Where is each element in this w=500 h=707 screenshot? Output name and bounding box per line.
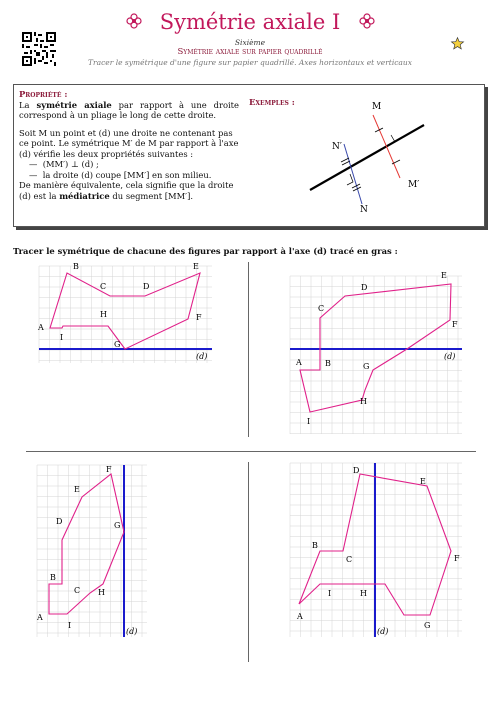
label-f: F bbox=[452, 320, 458, 329]
segment-nn bbox=[344, 144, 362, 204]
axis-label: (d) bbox=[377, 627, 389, 636]
label-e: E bbox=[420, 477, 426, 486]
label-c: C bbox=[100, 282, 107, 291]
label-d: D bbox=[353, 466, 360, 475]
axis-label: (d) bbox=[196, 352, 208, 361]
label-g: G bbox=[114, 340, 121, 349]
label-b: B bbox=[312, 541, 318, 550]
label-g: G bbox=[114, 521, 121, 530]
label-a: A bbox=[297, 612, 303, 621]
label-d: D bbox=[143, 282, 150, 291]
label-b: B bbox=[325, 359, 331, 368]
star-icon bbox=[451, 37, 464, 50]
level-label: Sixième bbox=[234, 38, 266, 47]
label-i: I bbox=[60, 333, 64, 342]
subtitle: Symétrie axiale sur papier quadrillé bbox=[177, 47, 323, 57]
tick-mark bbox=[342, 161, 350, 165]
separator bbox=[26, 451, 476, 452]
label-f: F bbox=[106, 465, 112, 474]
label-e: E bbox=[74, 485, 80, 494]
property-paragraph-2: Soit M un point et (d) une droite ne contenant pas ce point. Le symétrique M′ de M par rapport à l'axe (d) vérifie les deux propriétés suivantes : bbox=[19, 127, 239, 159]
label-i: I bbox=[307, 417, 311, 426]
label-f: F bbox=[196, 313, 202, 322]
label-h: H bbox=[100, 310, 107, 319]
separator bbox=[248, 262, 249, 437]
page-title: Symétrie axiale I bbox=[159, 10, 341, 34]
example-diagram bbox=[300, 100, 450, 220]
property-item-2: — la droite (d) coupe [MM′] en son milieu. bbox=[29, 169, 212, 180]
property-text bbox=[19, 89, 239, 201]
property-item-1: — (MM′) ⊥ (d) ; bbox=[29, 159, 99, 169]
label-b: B bbox=[73, 262, 79, 271]
label-d: D bbox=[56, 517, 63, 526]
label-c: C bbox=[318, 304, 325, 313]
description: Tracer le symétrique d'une figure sur papier quadrillé. Axes horizontaux et verticaux bbox=[88, 58, 412, 67]
qr-code bbox=[22, 32, 56, 66]
label-h: H bbox=[360, 589, 367, 598]
label-a: A bbox=[296, 358, 302, 367]
label-n: N bbox=[360, 205, 368, 215]
label-g: G bbox=[424, 621, 431, 630]
segment-mm bbox=[373, 115, 400, 178]
right-angle-mark bbox=[347, 174, 353, 185]
figure-1 bbox=[38, 262, 212, 363]
label-c: C bbox=[346, 555, 353, 564]
axis-label: (d) bbox=[444, 352, 456, 361]
property-paragraph-1: La symétrie axiale par rapport à une droite correspond à un pliage le long de cette droite. bbox=[19, 99, 239, 120]
example-heading: Exemples : bbox=[249, 97, 295, 107]
label-e: E bbox=[193, 262, 199, 271]
flower-icon bbox=[358, 12, 376, 30]
label-c: C bbox=[74, 586, 81, 595]
property-paragraph-3: De manière équivalente, cela signifie que la droite (d) est la médiatrice du segment [MM′]. bbox=[19, 180, 234, 201]
label-e: E bbox=[441, 271, 447, 280]
figure-polygon bbox=[50, 273, 200, 349]
figure-3 bbox=[37, 465, 147, 637]
example-axis bbox=[310, 125, 424, 190]
figure-polygon bbox=[49, 474, 124, 614]
label-a: A bbox=[38, 323, 44, 332]
label-d: D bbox=[361, 283, 368, 292]
label-f: F bbox=[454, 554, 460, 563]
instruction: Tracer le symétrique de chacune des figures par rapport à l'axe (d) tracé en gras : bbox=[13, 246, 398, 256]
tick-mark bbox=[341, 158, 349, 162]
label-b: B bbox=[50, 573, 56, 582]
label-h: H bbox=[360, 397, 367, 406]
figure-4 bbox=[290, 463, 462, 637]
flower-icon bbox=[125, 12, 143, 30]
label-n-prime: N′ bbox=[332, 142, 342, 152]
label-h: H bbox=[98, 588, 105, 597]
axis-label: (d) bbox=[126, 627, 138, 636]
label-m-prime: M′ bbox=[408, 180, 420, 190]
label-m: M bbox=[372, 102, 382, 112]
figure-2 bbox=[290, 271, 462, 434]
label-a: A bbox=[37, 613, 43, 622]
separator bbox=[248, 462, 249, 662]
label-i: I bbox=[328, 589, 332, 598]
label-i: I bbox=[68, 621, 72, 630]
property-heading: Propriété : bbox=[19, 89, 68, 99]
label-g: G bbox=[363, 362, 370, 371]
